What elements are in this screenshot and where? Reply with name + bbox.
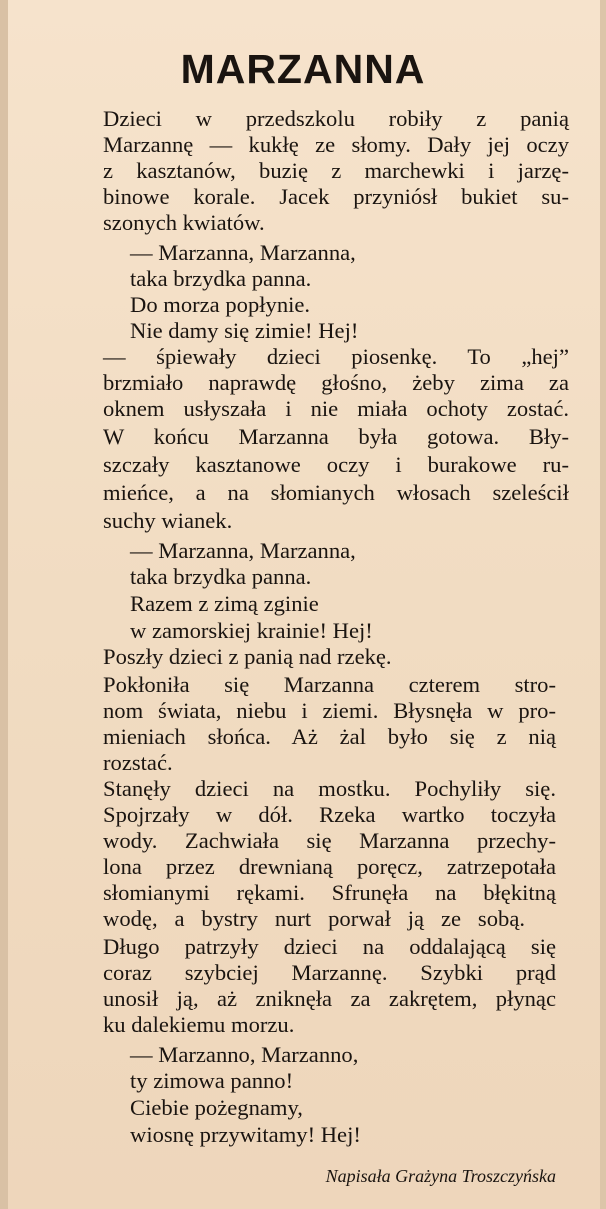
verse-line: Nie damy się zimie! Hej! [130, 318, 359, 343]
text-line: binowe korale. Jacek przyniósł bukiet su- [103, 184, 569, 209]
text-line: Długo patrzyły dzieci na oddalającą się [103, 934, 556, 959]
text-line: nom świata, niebu i ziemi. Błysnęła w pro- [103, 698, 556, 723]
verse-line: taka brzydka panna. [130, 266, 312, 291]
text-line: brzmiało naprawdę głośno, żeby zima za [103, 370, 569, 395]
text-line: W końcu Marzanna była gotowa. Bły- [103, 424, 569, 449]
text-line: Spojrzały w dół. Rzeka wartko toczyła [103, 802, 556, 827]
text-line: Marzannę — kukłę ze słomy. Dały jej oczy [103, 132, 569, 157]
text-line: wodę, a bystry nurt porwał ją ze sobą. [103, 906, 525, 931]
verse-line: Ciebie pożegnamy, [130, 1095, 303, 1120]
text-line: wody. Zachwiała się Marzanna przechy- [103, 828, 556, 853]
text-line: — śpiewały dzieci piosenkę. To „hej” [103, 344, 569, 369]
text-line: ku dalekiemu morzu. [103, 1012, 295, 1037]
text-line: Dzieci w przedszkolu robiły z panią [103, 106, 569, 131]
verse-line: ty zimowa panno! [130, 1068, 294, 1093]
verse-line: taka brzydka panna. [130, 564, 312, 589]
text-line: rozstać. [103, 750, 173, 775]
verse-line: w zamorskiej krainie! Hej! [130, 618, 373, 643]
text-line: słomianymi rękami. Sfrunęła na błękitną [103, 880, 556, 905]
text-line: szczały kasztanowe oczy i burakowe ru- [103, 452, 569, 477]
verse-line: wiosnę przywitamy! Hej! [130, 1122, 361, 1147]
text-line: Pokłoniła się Marzanna czterem stro- [103, 672, 556, 697]
verse-line: Razem z zimą zginie [130, 591, 319, 616]
text-line: szonych kwiatów. [103, 210, 265, 235]
verse-line: — Marzanna, Marzanna, [130, 240, 356, 265]
text-line: z kasztanów, buzię z marchewki i jarzę- [103, 158, 569, 183]
left-paper-edge [0, 0, 8, 1209]
verse-line: Do morza popłynie. [130, 292, 311, 317]
story-title: MARZANNA [180, 46, 426, 92]
text-line: Poszły dzieci z panią nad rzekę. [103, 644, 392, 669]
right-paper-edge [600, 0, 606, 1209]
text-line: Stanęły dzieci na mostku. Pochyliły się. [103, 776, 556, 801]
author-credit: Napisała Grażyna Troszczyńska [325, 1166, 556, 1186]
text-line: suchy wianek. [103, 508, 233, 533]
verse-line: — Marzanna, Marzanna, [130, 538, 356, 563]
text-line: unosił ją, aż zniknęła za zakrętem, płynąc [103, 986, 556, 1011]
verse-line: — Marzanno, Marzanno, [130, 1042, 359, 1067]
text-line: lona przez drewnianą poręcz, zatrzepotała [103, 854, 556, 879]
text-line: mieniach słońca. Aż żal było się z nią [103, 724, 556, 749]
text-line: mieńce, a na słomianych włosach szeleścił [103, 480, 569, 505]
text-line: coraz szybciej Marzannę. Szybki prąd [103, 960, 556, 985]
text-line: oknem usłyszała i nie miała ochoty zostać. [103, 396, 569, 421]
